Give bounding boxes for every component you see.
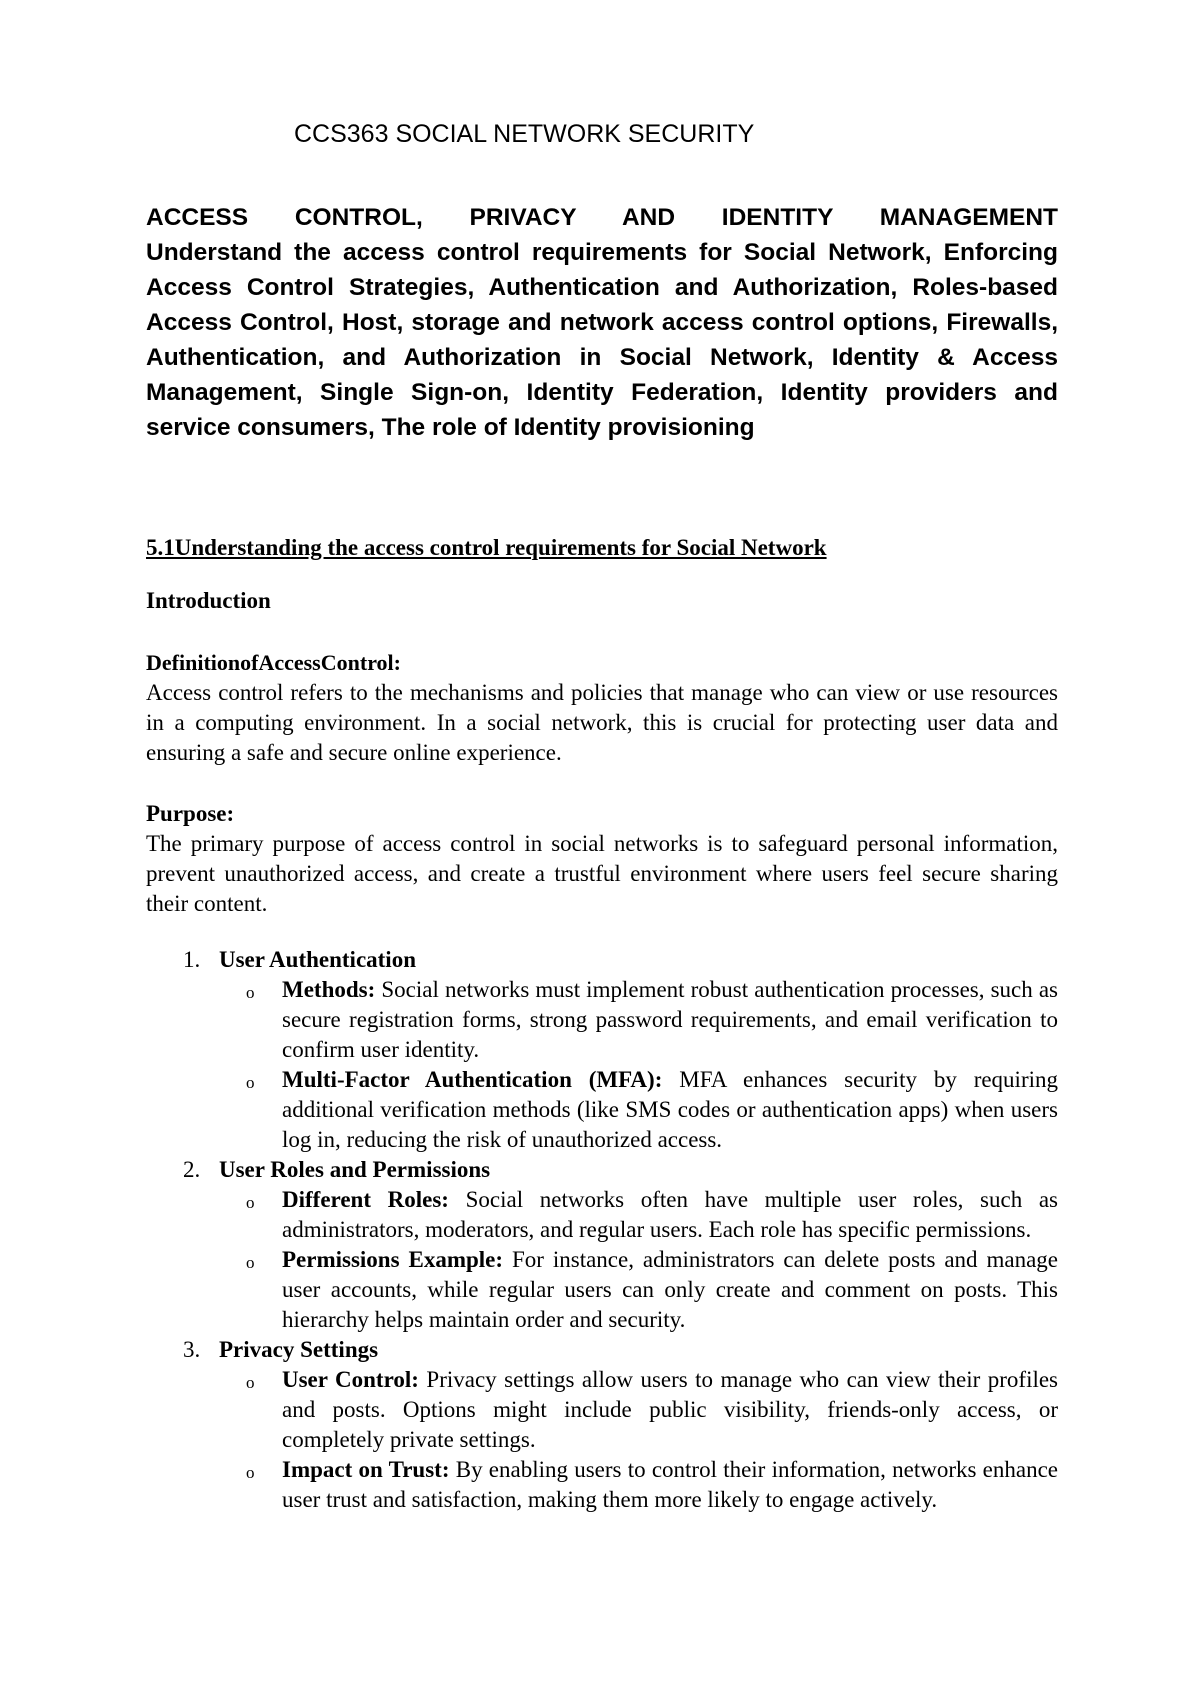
- bullet-marker: o: [246, 1193, 255, 1212]
- bullet-marker: o: [246, 1253, 255, 1272]
- list-item-number: 1.: [183, 947, 201, 972]
- bullet-text: MFA enhances security by requiring additional verification methods (like SMS codes or authentication apps) when users log in, reducing the risk of unauthorized access.: [282, 1067, 1058, 1152]
- bullet-label: Impact on Trust:: [282, 1457, 450, 1482]
- bullet-text: Social networks must implement robust authentication processes, such as secure registration forms, strong password requirements, and email verification to confirm user identity.: [282, 977, 1058, 1062]
- bullet-item: [219, 1185, 1058, 1245]
- bullet-list: [219, 1185, 1058, 1335]
- bullet-label: Permissions Example:: [282, 1247, 504, 1272]
- course-title: CCS363 SOCIAL NETWORK SECURITY: [294, 120, 755, 148]
- requirements-list: [146, 945, 1058, 1515]
- unit-description: Understand the access control requirements for Social Network, Enforcing Access Control Strategies, Authentication and Authorization, Roles-based Access Control, Host, storage and network access control options, Firewalls, Authentication, and Authorization in Social Network, Identity & Access Management, Single Sign-on, Identity Federation, Identity providers and service consumers, The role of Identity provisioning: [146, 239, 1058, 441]
- bullet-text: By enabling users to control their information, networks enhance user trust and satisfaction, making them more likely to engage actively.: [282, 1457, 1059, 1512]
- list-item-number: 3.: [183, 1337, 201, 1362]
- bullet-label: User Control:: [282, 1367, 419, 1392]
- bullet-label: Different Roles:: [282, 1187, 449, 1212]
- unit-overview: [146, 200, 1058, 445]
- purpose-heading: Purpose:: [146, 801, 235, 826]
- bullet-item: [219, 1365, 1058, 1455]
- list-item: [146, 945, 1058, 1155]
- bullet-item: [219, 1065, 1058, 1155]
- bullet-marker: o: [246, 1463, 255, 1482]
- definition-paragraph: Access control refers to the mechanisms and policies that manage who can view or use resources in a computing environment. In a social network, this is crucial for protecting user data and ensuring a safe and secure online experience.: [146, 680, 1058, 765]
- list-item-title: Privacy Settings: [219, 1337, 379, 1362]
- section-title: 5.1Understanding the access control requirements for Social Network: [146, 535, 827, 560]
- list-item: [146, 1155, 1058, 1335]
- bullet-list: [219, 975, 1058, 1155]
- bullet-text: For instance, administrators can delete posts and manage user accounts, while regular users can only create and comment on posts. This hierarchy helps maintain order and security.: [282, 1247, 1059, 1332]
- list-item: [146, 1335, 1058, 1515]
- introduction-heading: Introduction: [146, 588, 271, 613]
- bullet-list: [219, 1365, 1058, 1515]
- bullet-item: [219, 975, 1058, 1065]
- bullet-item: [219, 1245, 1058, 1335]
- list-item-title: User Roles and Permissions: [219, 1157, 491, 1182]
- bullet-marker: o: [246, 1073, 255, 1092]
- definition-heading: DefinitionofAccessControl:: [146, 650, 401, 675]
- purpose-paragraph: The primary purpose of access control in social networks is to safeguard personal information, prevent unauthorized access, and create a trustful environment where users feel secure sharing their content.: [146, 831, 1058, 916]
- bullet-marker: o: [246, 1373, 255, 1392]
- list-item-number: 2.: [183, 1157, 201, 1182]
- bullet-text: Social networks often have multiple user roles, such as administrators, moderators, and regular users. Each role has specific permissions.: [282, 1187, 1058, 1242]
- list-item-title: User Authentication: [219, 947, 416, 972]
- unit-heading: ACCESS CONTROL, PRIVACY AND IDENTITY MANAGEMENT: [146, 204, 1058, 231]
- bullet-item: [219, 1455, 1058, 1515]
- bullet-text: Privacy settings allow users to manage who can view their profiles and posts. Options might include public visibility, friends-only access, or completely private settings.: [282, 1367, 1059, 1452]
- bullet-marker: o: [246, 983, 255, 1002]
- bullet-label: Methods:: [282, 977, 376, 1002]
- bullet-label: Multi-Factor Authentication (MFA):: [282, 1067, 663, 1092]
